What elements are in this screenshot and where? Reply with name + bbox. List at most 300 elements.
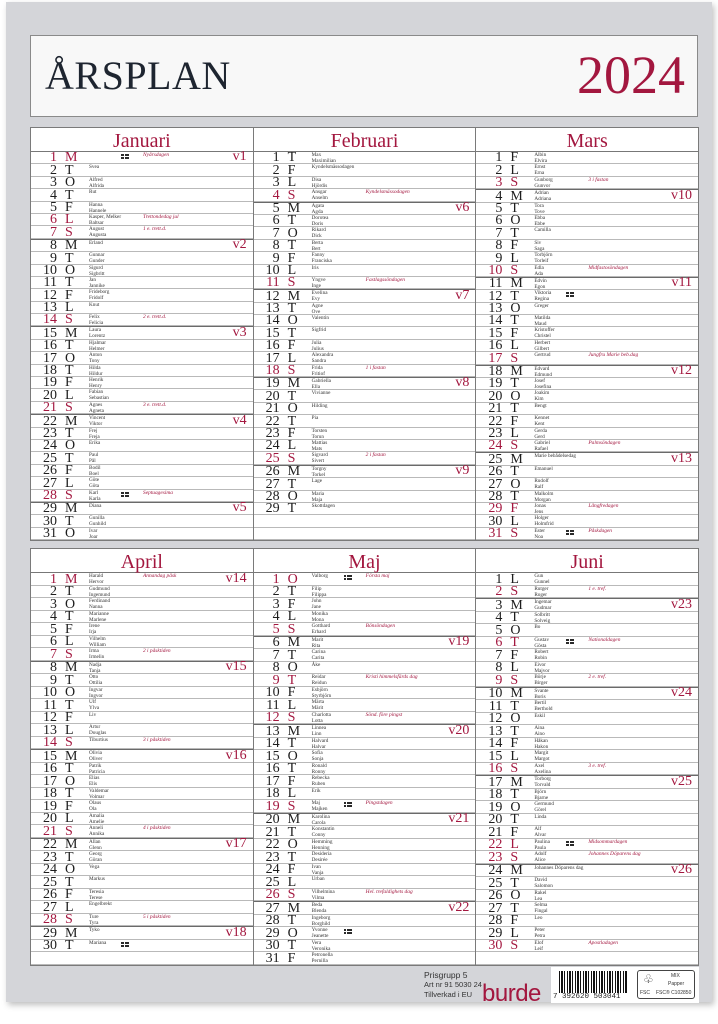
- name-day: Gunborg Gunvor: [534, 176, 553, 189]
- day-number: 9: [495, 672, 503, 688]
- holiday-label: 3 i påsktiden: [143, 736, 171, 743]
- weekday-letter: S: [65, 735, 73, 751]
- month-januari: [31, 128, 254, 540]
- day-row: [254, 750, 476, 763]
- weekday-letter: M: [65, 748, 78, 764]
- name-day: Torsten Torun: [311, 427, 328, 440]
- month-title: Februari: [254, 128, 476, 152]
- day-number: 4: [50, 609, 57, 625]
- weekday-letter: L: [510, 425, 519, 441]
- day-number: 24: [488, 438, 503, 454]
- weekday-letter: O: [287, 313, 298, 329]
- name-day: John Jane: [311, 598, 322, 611]
- weekday-letter: L: [287, 786, 297, 802]
- week-number: v18: [225, 924, 247, 940]
- day-number: 1: [272, 150, 280, 166]
- holiday-label: Påskdagen: [588, 527, 612, 534]
- day-number: 3: [272, 175, 280, 191]
- name-day: Vilhelmina Vilma: [311, 888, 335, 901]
- day-row: [31, 528, 253, 540]
- name-day: Kasper, Melker Baltsar: [89, 213, 122, 226]
- day-row: [254, 240, 476, 252]
- day-row: [254, 277, 476, 289]
- name-day: Charlotta Lotta: [311, 711, 331, 724]
- day-number: 11: [488, 276, 503, 292]
- name-day: Disa Hjördis: [311, 176, 328, 189]
- weekday-letter: T: [287, 938, 297, 954]
- day-number: 29: [488, 925, 503, 941]
- day-number: 1: [495, 571, 503, 587]
- day-number: 4: [272, 187, 280, 203]
- weekday-letter: T: [65, 250, 74, 266]
- weekday-letter: T: [65, 338, 74, 354]
- name-day: Gertrud: [534, 352, 551, 359]
- weekday-letter: S: [287, 887, 296, 903]
- name-day: Irma Irmelin: [89, 648, 105, 661]
- day-number: 30: [265, 938, 280, 954]
- day-number: 29: [265, 925, 280, 941]
- name-day: Edvard Edmund: [534, 365, 552, 378]
- fsc-text: FSC: [640, 990, 650, 996]
- day-row: [254, 915, 476, 928]
- name-day: Sigvard Sivert: [311, 452, 328, 465]
- day-number: 5: [495, 200, 503, 216]
- weekday-letter: T: [65, 363, 74, 379]
- name-day: Erland: [89, 239, 103, 246]
- day-number: 5: [272, 200, 280, 216]
- day-row: [254, 952, 476, 965]
- name-day: Gabriella Ella: [311, 378, 331, 391]
- day-number: 21: [265, 824, 280, 840]
- name-day: Johannes Döparens dag: [534, 864, 584, 871]
- day-number: 1: [50, 150, 57, 166]
- weekday-letter: T: [287, 501, 297, 517]
- weekday-letter: M: [65, 413, 78, 429]
- day-number: 4: [50, 187, 57, 203]
- day-number: 10: [43, 262, 57, 278]
- holiday-label: 4 i påsktiden: [143, 825, 171, 832]
- week-number: v4: [232, 412, 247, 428]
- day-number: 13: [265, 301, 280, 317]
- week-number: v17: [225, 836, 247, 852]
- name-day: Alfred Alfrida: [89, 176, 104, 189]
- weekday-letter: L: [65, 722, 74, 738]
- weekday-letter: L: [510, 250, 519, 266]
- day-number: 3: [272, 596, 280, 612]
- day-list: [476, 152, 698, 540]
- weekday-letter: T: [510, 875, 519, 891]
- name-day: Fanny Franciska: [311, 252, 332, 265]
- day-row: [254, 699, 476, 712]
- day-number: 29: [265, 501, 280, 517]
- day-number: 27: [265, 900, 280, 916]
- day-number: 20: [265, 812, 280, 828]
- weekday-letter: T: [65, 584, 74, 600]
- name-day: Kristoffer Christel: [534, 327, 555, 340]
- weekday-letter: T: [510, 464, 519, 480]
- fsc-mix: MIX: [671, 973, 680, 979]
- name-day: Ebba Ebbe: [534, 214, 546, 227]
- day-number: 25: [488, 451, 503, 467]
- name-day: Julia Julius: [311, 339, 324, 352]
- day-row: [254, 164, 476, 176]
- name-day: Beda Blenda: [311, 902, 327, 915]
- weekday-letter: S: [287, 450, 296, 466]
- weekday-letter: M: [510, 451, 523, 467]
- name-day: Bertil Berthold: [534, 700, 553, 713]
- fsc-tree-icon: ♧: [643, 972, 654, 986]
- weekday-letter: F: [287, 773, 296, 789]
- day-number: 5: [50, 621, 57, 637]
- weekday-letter: L: [510, 513, 519, 529]
- day-number: 14: [265, 736, 280, 752]
- name-day: Petronella Pernilla: [311, 952, 333, 965]
- name-day: Hemming Henning: [311, 838, 333, 851]
- day-row: [254, 262, 476, 278]
- holiday-label: Pingstdagen: [365, 800, 393, 807]
- day-number: 24: [488, 863, 503, 879]
- swedish-flag-icon: [566, 639, 574, 644]
- day-number: 30: [488, 513, 503, 529]
- weekday-letter: T: [510, 225, 519, 241]
- holiday-label: Kristi himmelsfärds dag: [365, 674, 418, 681]
- name-day: Ingemar Gudmar: [534, 599, 552, 612]
- day-number: 22: [265, 837, 280, 853]
- weekday-letter: O: [65, 862, 76, 878]
- day-number: 23: [43, 849, 57, 865]
- day-row: [254, 199, 476, 216]
- name-day: Marianne Marlene: [89, 610, 109, 623]
- day-number: 5: [495, 622, 503, 638]
- month-maj: [254, 549, 477, 965]
- weekday-letter: O: [287, 837, 298, 853]
- weekday-letter: M: [287, 812, 301, 828]
- day-number: 6: [495, 635, 503, 651]
- day-row: [254, 503, 476, 515]
- weekday-letter: M: [287, 376, 301, 392]
- name-day: Axel Axelina: [534, 762, 551, 775]
- day-number: 17: [265, 773, 280, 789]
- day-number: 21: [265, 401, 280, 417]
- day-number: 5: [50, 199, 57, 215]
- day-row: [476, 674, 698, 687]
- day-row: [254, 177, 476, 189]
- name-day: Vivianne: [311, 390, 331, 397]
- weekday-letter: L: [510, 338, 519, 354]
- day-row: [254, 940, 476, 953]
- weekday-letter: S: [287, 621, 296, 637]
- name-day: Alexandra Sandra: [311, 352, 334, 365]
- weekday-letter: F: [287, 162, 296, 178]
- weekday-letter: M: [65, 501, 78, 517]
- day-number: 14: [265, 313, 280, 329]
- weekday-letter: S: [287, 275, 296, 291]
- month-title: Januari: [31, 128, 253, 152]
- day-number: 7: [495, 647, 503, 663]
- weekday-letter: S: [510, 938, 519, 954]
- day-row: [31, 940, 253, 953]
- swedish-flag-icon: [566, 841, 574, 846]
- name-day: Bodil Boel: [89, 464, 101, 477]
- day-number: 7: [50, 224, 57, 240]
- name-day: Eivor Majvor: [534, 661, 550, 674]
- weekday-letter: L: [510, 660, 519, 676]
- weekday-letter: O: [510, 888, 521, 904]
- name-day: Tyko: [89, 927, 100, 934]
- day-number: 20: [43, 387, 57, 403]
- day-row: [31, 914, 253, 927]
- weekday-letter: T: [510, 723, 519, 739]
- name-day: Herbert Gilbert: [534, 339, 551, 352]
- weekday-letter: L: [287, 350, 297, 366]
- day-row: [254, 289, 476, 302]
- weekday-letter: T: [287, 736, 297, 752]
- weekday-letter: T: [510, 812, 519, 828]
- name-day: Göte Göta: [89, 477, 100, 490]
- weekday-letter: T: [287, 584, 297, 600]
- day-row: [254, 738, 476, 751]
- day-number: 4: [495, 610, 503, 626]
- holiday-label: Palmsöndagen: [588, 439, 621, 446]
- day-number: 1: [50, 571, 57, 587]
- day-number: 27: [488, 476, 503, 492]
- day-number: 14: [43, 735, 57, 751]
- day-number: 29: [488, 501, 503, 517]
- weekday-letter: O: [510, 622, 521, 638]
- name-day: Torbjörn Torleif: [534, 252, 553, 265]
- holiday-label: 3 e. tref.: [588, 762, 607, 769]
- weekday-letter: T: [287, 824, 297, 840]
- weekday-letter: S: [287, 798, 296, 814]
- holiday-label: Apostladagen: [588, 939, 618, 946]
- week-number: v3: [232, 324, 247, 340]
- weekday-letter: M: [510, 364, 523, 380]
- day-row: [476, 528, 698, 540]
- weekday-letter: T: [287, 476, 297, 492]
- weekday-letter: O: [287, 925, 298, 941]
- weekday-letter: S: [510, 262, 519, 278]
- name-day: Eskil: [534, 712, 546, 719]
- holiday-label: 2 i påsktiden: [143, 648, 171, 655]
- name-day: Iris: [311, 264, 319, 271]
- weekday-letter: L: [510, 748, 519, 764]
- weekday-letter: S: [510, 849, 519, 865]
- weekday-letter: T: [510, 376, 519, 392]
- weekday-letter: S: [510, 438, 519, 454]
- day-number: 30: [488, 938, 503, 954]
- day-number: 9: [272, 672, 280, 688]
- day-number: 8: [272, 238, 280, 254]
- day-number: 19: [43, 375, 57, 391]
- weekday-letter: T: [287, 647, 297, 663]
- day-number: 18: [265, 786, 280, 802]
- weekday-letter: F: [287, 950, 296, 966]
- day-row: [254, 440, 476, 452]
- fsc-paper: Papper: [668, 981, 685, 987]
- week-number: v21: [448, 811, 470, 827]
- weekday-letter: L: [510, 925, 519, 941]
- day-row: [254, 377, 476, 390]
- day-number: 12: [43, 287, 57, 303]
- day-row: [476, 763, 698, 776]
- holiday-label: Midsommardagen: [588, 838, 628, 845]
- day-number: 15: [43, 748, 57, 764]
- day-row: [476, 440, 698, 452]
- first-half-grid: [30, 127, 699, 541]
- weekday-letter: F: [287, 425, 296, 441]
- weekday-letter: S: [65, 646, 73, 662]
- day-row: [254, 724, 476, 738]
- day-number: 16: [488, 338, 503, 354]
- weekday-letter: L: [65, 811, 74, 827]
- day-number: 23: [43, 425, 57, 441]
- day-number: 21: [488, 824, 503, 840]
- day-row: [254, 876, 476, 889]
- holiday-label: Johannes Döparens dag: [588, 851, 641, 858]
- day-number: 17: [488, 350, 503, 366]
- weekday-letter: F: [65, 710, 73, 726]
- week-number: v24: [671, 685, 693, 701]
- weekday-letter: F: [65, 621, 73, 637]
- name-day: Gustav Gösta: [534, 636, 550, 649]
- barcode-bars-icon: [559, 971, 627, 993]
- weekday-letter: T: [287, 301, 297, 317]
- day-row: [254, 452, 476, 464]
- name-day: Valdemar Volmar: [89, 787, 109, 800]
- name-day: Paulina Paula: [534, 838, 550, 851]
- month-april: [31, 549, 254, 965]
- day-row: [254, 365, 476, 377]
- day-number: 2: [50, 162, 57, 178]
- name-day: Anneli Annika: [89, 825, 105, 838]
- day-number: 8: [50, 238, 57, 254]
- day-row: [254, 152, 476, 164]
- name-day: Berta Bert: [311, 239, 323, 252]
- weekday-letter: L: [65, 475, 74, 491]
- name-day: Lage: [311, 478, 323, 485]
- day-row: [476, 586, 698, 599]
- weekday-letter: L: [287, 609, 297, 625]
- name-day: Solbritt Solveig: [534, 611, 551, 624]
- day-row: [254, 889, 476, 902]
- day-number: 16: [265, 338, 280, 354]
- day-row: [254, 611, 476, 624]
- day-number: 31: [265, 950, 280, 966]
- name-day: Börje Birger: [534, 674, 548, 687]
- name-day: Georg Göran: [89, 851, 102, 864]
- day-number: 18: [43, 786, 57, 802]
- day-number: 18: [488, 364, 503, 380]
- holiday-label: 5 i påsktiden: [143, 913, 171, 920]
- weekday-letter: L: [510, 162, 519, 178]
- week-number: v16: [225, 747, 247, 763]
- weekday-letter: O: [287, 660, 298, 676]
- weekday-letter: S: [510, 350, 519, 366]
- day-number: 2: [495, 584, 503, 600]
- weekday-letter: O: [287, 488, 298, 504]
- day-number: 3: [50, 596, 57, 612]
- name-day: Edla Ada: [534, 264, 544, 277]
- weekday-letter: L: [510, 571, 519, 587]
- day-row: [476, 352, 698, 364]
- week-number: v19: [448, 634, 470, 650]
- day-number: 29: [43, 925, 57, 941]
- day-number: 14: [488, 736, 503, 752]
- name-day: Yngve Inge: [311, 276, 326, 289]
- weekday-letter: S: [510, 584, 519, 600]
- weekday-letter: T: [287, 213, 297, 229]
- day-number: 28: [265, 488, 280, 504]
- name-day: Henrik Henry: [89, 377, 104, 390]
- empty-row: [31, 952, 253, 965]
- weekday-letter: M: [287, 200, 301, 216]
- name-day: Markus: [89, 876, 105, 883]
- day-row: [476, 940, 698, 953]
- name-day: Linda: [534, 813, 547, 820]
- weekday-letter: O: [510, 301, 521, 317]
- holiday-label: 2 e. tref.: [588, 674, 607, 681]
- day-number: 13: [488, 301, 503, 317]
- weekday-letter: S: [65, 823, 73, 839]
- weekday-letter: F: [65, 199, 73, 215]
- name-day: Gunilla Gunhild: [89, 515, 107, 528]
- day-number: 5: [272, 621, 280, 637]
- day-number: 19: [43, 798, 57, 814]
- day-number: 10: [265, 262, 280, 278]
- weekday-letter: T: [510, 288, 519, 304]
- holiday-label: 2 e. trett.d.: [143, 314, 167, 321]
- day-row: [254, 674, 476, 687]
- holiday-label: Nyårsdagen: [143, 152, 170, 158]
- day-number: 12: [265, 710, 280, 726]
- name-day: Alf Alvar: [534, 826, 547, 839]
- empty-row: [254, 528, 476, 540]
- barcode-number: 7 392620 503041: [553, 993, 621, 1001]
- weekday-letter: S: [287, 187, 296, 203]
- name-day: Maj Majken: [311, 800, 328, 813]
- name-day: Tora Tove: [534, 202, 545, 215]
- weekday-letter: O: [65, 438, 76, 454]
- name-day: Camilla: [534, 227, 551, 234]
- day-number: 10: [265, 685, 280, 701]
- swedish-flag-icon: [121, 492, 129, 497]
- name-day: Mariana: [89, 939, 107, 946]
- name-day: Sofia Sonja: [311, 750, 324, 763]
- day-number: 21: [488, 401, 503, 417]
- day-number: 12: [488, 288, 503, 304]
- name-day: Bo: [534, 624, 541, 631]
- name-day: Robert Robin: [534, 649, 549, 662]
- day-number: 11: [266, 275, 280, 291]
- day-number: 8: [272, 660, 280, 676]
- holiday-label: Annandag påsk: [143, 573, 177, 579]
- day-number: 14: [43, 312, 57, 328]
- week-number: v23: [671, 596, 693, 612]
- day-number: 22: [265, 413, 280, 429]
- day-number: 26: [265, 887, 280, 903]
- weekday-letter: T: [510, 698, 519, 714]
- weekday-letter: L: [287, 697, 297, 713]
- day-number: 13: [488, 723, 503, 739]
- weekday-letter: T: [287, 150, 297, 166]
- day-number: 20: [43, 811, 57, 827]
- day-number: 13: [43, 300, 57, 316]
- weekday-letter: M: [287, 464, 301, 480]
- weekday-letter: M: [510, 686, 523, 702]
- day-row: [254, 788, 476, 801]
- weekday-letter: F: [287, 862, 296, 878]
- day-number: 6: [50, 634, 57, 650]
